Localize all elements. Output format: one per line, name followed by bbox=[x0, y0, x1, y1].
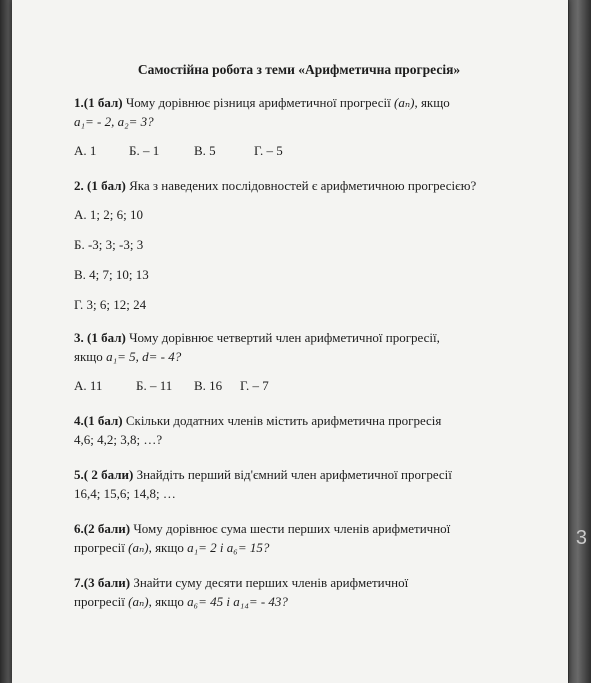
question-1-condition-line bbox=[74, 112, 524, 131]
question-4 bbox=[74, 411, 524, 430]
question-7-text: Знайти суму десяти перших членів арифметичної bbox=[130, 575, 409, 590]
question-6-number: 6.(2 бали) bbox=[74, 521, 131, 536]
question-1-text-end: , якщо bbox=[414, 95, 450, 110]
question-7-expression: (aₙ) bbox=[128, 594, 149, 609]
question-5-number: 5.( 2 бали) bbox=[74, 467, 134, 482]
question-3-number: 3. (1 бал) bbox=[74, 330, 126, 345]
question-3 bbox=[74, 328, 524, 347]
question-4-text: Скільки додатних членів містить арифметична прогресія bbox=[122, 413, 442, 428]
question-2-option-c: В. 4; 7; 10; 13 bbox=[74, 267, 149, 282]
answer-b: Б. – 11 bbox=[136, 378, 173, 393]
question-1-number: 1.(1 бал) bbox=[74, 95, 123, 110]
right-edge-text: 3 bbox=[575, 527, 587, 549]
question-3-condition-line bbox=[74, 347, 524, 366]
worksheet-content bbox=[74, 60, 524, 611]
answer-a: А. 1 bbox=[74, 143, 97, 158]
question-6-text: Чому дорівнює сума шести перших членів арифметичної bbox=[130, 521, 451, 536]
question-5-text: Знайдіть перший від'ємний член арифметичної прогресії bbox=[133, 467, 452, 482]
answer-d: Г. – 5 bbox=[254, 143, 283, 158]
question-7-condition: a₆= 45 і a₁₄= - 43? bbox=[187, 594, 288, 609]
question-2-number: 2. (1 бал) bbox=[74, 178, 126, 193]
question-4-number: 4.(1 бал) bbox=[74, 413, 123, 428]
question-1-condition: a₁= - 2, a₂= 3? bbox=[74, 114, 154, 129]
background-left bbox=[0, 0, 12, 683]
answer-a: А. 11 bbox=[74, 378, 103, 393]
question-6-text-mid: , якщо bbox=[148, 540, 188, 555]
answer-b: Б. – 1 bbox=[129, 143, 160, 158]
question-3-condition: a₁= 5, d= - 4? bbox=[106, 349, 182, 364]
question-6-text-prefix: прогресії bbox=[74, 540, 129, 555]
worksheet-title: Самостійна робота з теми «Арифметична прогресія» bbox=[137, 62, 461, 77]
question-4-sequence: 4,6; 4,2; 3,8; …? bbox=[74, 432, 163, 447]
question-6 bbox=[74, 519, 524, 538]
question-2 bbox=[74, 176, 524, 195]
question-5 bbox=[74, 465, 524, 484]
question-7-text-prefix: прогресії bbox=[74, 594, 129, 609]
question-1-answers bbox=[74, 141, 524, 160]
question-3-text-prefix: якщо bbox=[74, 349, 107, 364]
question-7-text-mid: , якщо bbox=[148, 594, 188, 609]
question-2-option-d: Г. 3; 6; 12; 24 bbox=[74, 297, 147, 312]
question-2-text: Яка з наведених послідовностей є арифметичною прогресією? bbox=[125, 178, 477, 193]
document-page bbox=[12, 0, 568, 683]
background-right bbox=[569, 0, 591, 683]
question-3-text: Чому дорівнює четвертий член арифметичної прогресії, bbox=[125, 330, 440, 345]
question-6-condition-line bbox=[74, 538, 524, 557]
question-1-expression: (aₙ) bbox=[394, 95, 415, 110]
answer-c: В. 16 bbox=[194, 378, 223, 393]
question-6-condition: a₁= 2 і a₆= 15? bbox=[187, 540, 270, 555]
question-7 bbox=[74, 573, 524, 592]
question-2-option-a: А. 1; 2; 6; 10 bbox=[74, 207, 143, 222]
question-2-option-b: Б. -3; 3; -3; 3 bbox=[74, 237, 144, 252]
question-5-sequence: 16,4; 15,6; 14,8; … bbox=[74, 486, 176, 501]
question-3-answers bbox=[74, 376, 524, 395]
question-1-text: Чому дорівнює різниця арифметичної прогресії bbox=[122, 95, 394, 110]
question-7-number: 7.(3 бали) bbox=[74, 575, 131, 590]
question-6-expression: (aₙ) bbox=[128, 540, 149, 555]
question-1 bbox=[74, 93, 524, 112]
answer-d: Г. – 7 bbox=[240, 378, 269, 393]
question-7-condition-line bbox=[74, 592, 524, 611]
answer-c: В. 5 bbox=[194, 143, 216, 158]
